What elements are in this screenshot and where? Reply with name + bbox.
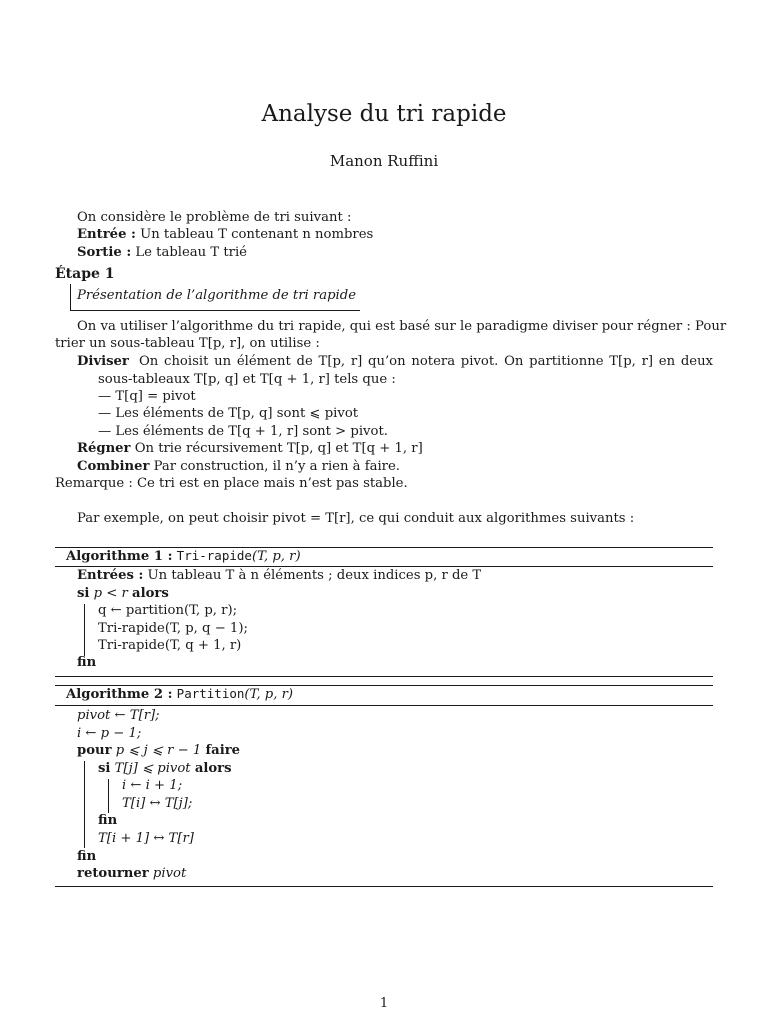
algo2-end-for: fin [77, 849, 97, 864]
algo1-name: Tri-rapide [176, 548, 252, 563]
algo2-swap: T[i + 1] ↔ T[r] [98, 831, 194, 846]
page-number: 1 [379, 996, 389, 1011]
algo2-if-condition: T[j] ⩽ pivot [114, 761, 191, 776]
divide-text-2: sous-tableaux T[p, q] et T[q + 1, r] tels que : [98, 372, 396, 387]
algo2-line-1: pivot ← T[r]; [77, 708, 160, 723]
bullet-2: — Les éléments de T[p, q] sont ⩽ pivot [98, 406, 359, 421]
algo2-caption [66, 686, 293, 702]
author: Manon Ruffini [329, 152, 439, 170]
combine-label: Combiner [77, 459, 150, 474]
algo1-line-1: q ← partition(T, p, r); [98, 603, 238, 618]
algo1-if-keyword: si [77, 586, 90, 601]
algo1-if-condition: p < r [93, 586, 128, 601]
input-text: Un tableau T contenant n nombres [140, 227, 374, 242]
algo2-then-keyword: alors [194, 761, 232, 776]
problem-intro: On considère le problème de tri suivant : [77, 210, 352, 225]
conquer-text: On trie récursivement T[p, q] et T[q + 1, r] [134, 441, 423, 456]
conquer-label: Régner [77, 441, 131, 456]
input-label: Entrée : [77, 227, 136, 242]
algo2-caption-rule [55, 705, 713, 706]
algo1-args: (T, p, r) [251, 549, 301, 564]
algo2-inner-2: T[i] ↔ T[j]; [122, 796, 193, 811]
algo1-inputs-text: Un tableau T à n éléments ; deux indices p, r de T [147, 568, 482, 583]
problem-output [77, 245, 247, 260]
problem-input [77, 227, 373, 242]
algo1-end: fin [77, 655, 97, 670]
algo1-block-bar [84, 604, 85, 656]
algo1-label: Algorithme 1 : [66, 549, 173, 564]
algo2-bottom-rule [55, 886, 713, 887]
algo1-inputs-label: Entrées : [77, 568, 144, 583]
bullet-3: — Les éléments de T[q + 1, r] sont > pivot. [98, 424, 388, 439]
algo2-return-keyword: retourner [77, 866, 149, 881]
algo1-line-3: Tri-rapide(T, q + 1, r) [98, 638, 242, 653]
algo2-for-condition: p ⩽ j ⩽ r − 1 [115, 743, 202, 758]
divide-label: Diviser [77, 354, 129, 369]
conquer-line [77, 441, 423, 456]
example-line: Par exemple, on peut choisir pivot = T[r], ce qui conduit aux algorithmes suivants : [77, 511, 635, 526]
algo2-name: Partition [176, 686, 245, 701]
body-line-1: On va utiliser l’algorithme du tri rapide, qui est basé sur le paradigme diviser pour régner : Pour [77, 319, 727, 334]
algo2-if [98, 761, 232, 776]
algo1-bottom-rule [55, 676, 713, 677]
algo2-do-keyword: faire [205, 743, 241, 758]
algo2-for [77, 743, 240, 758]
algo2-return-value: pivot [152, 866, 187, 881]
combine-text: Par construction, il n’y a rien à faire. [153, 459, 400, 474]
step-box-bottom [70, 310, 360, 311]
algo2-end-if: fin [98, 813, 118, 828]
algo1-if [77, 586, 169, 601]
step-heading: Étape 1 [55, 266, 115, 282]
step-subtitle: Présentation de l’algorithme de tri rapide [77, 288, 356, 303]
algo1-caption [66, 548, 301, 564]
step-box-left [70, 284, 71, 311]
combine-line [77, 459, 400, 474]
algo2-if-keyword: si [98, 761, 111, 776]
page-title: Analyse du tri rapide [261, 101, 507, 127]
remark: Remarque : Ce tri est en place mais n’est pas stable. [55, 476, 408, 491]
algo2-label: Algorithme 2 : [66, 687, 173, 702]
algo2-inner-1: i ← i + 1; [122, 778, 183, 793]
divide-text-1: On choisit un élément de T[p, r] qu’on notera pivot. On partitionne T[p, r] en deux [139, 354, 713, 369]
algo2-outer-bar [84, 761, 85, 848]
algo1-line-2: Tri-rapide(T, p, q − 1); [98, 621, 248, 636]
algo2-return [77, 866, 186, 881]
algo1-then-keyword: alors [132, 586, 169, 601]
algo2-line-2: i ← p − 1; [77, 726, 142, 741]
algo2-inner-bar [108, 779, 109, 813]
algo2-for-keyword: pour [77, 743, 112, 758]
output-text: Le tableau T trié [135, 245, 247, 260]
algo1-inputs [77, 568, 481, 583]
body-line-2: trier un sous-tableau T[p, r], on utilise : [55, 336, 320, 351]
algo2-args: (T, p, r) [244, 687, 294, 702]
algo1-caption-rule [55, 566, 713, 567]
output-label: Sortie : [77, 245, 132, 260]
bullet-1: — T[q] = pivot [98, 389, 196, 404]
